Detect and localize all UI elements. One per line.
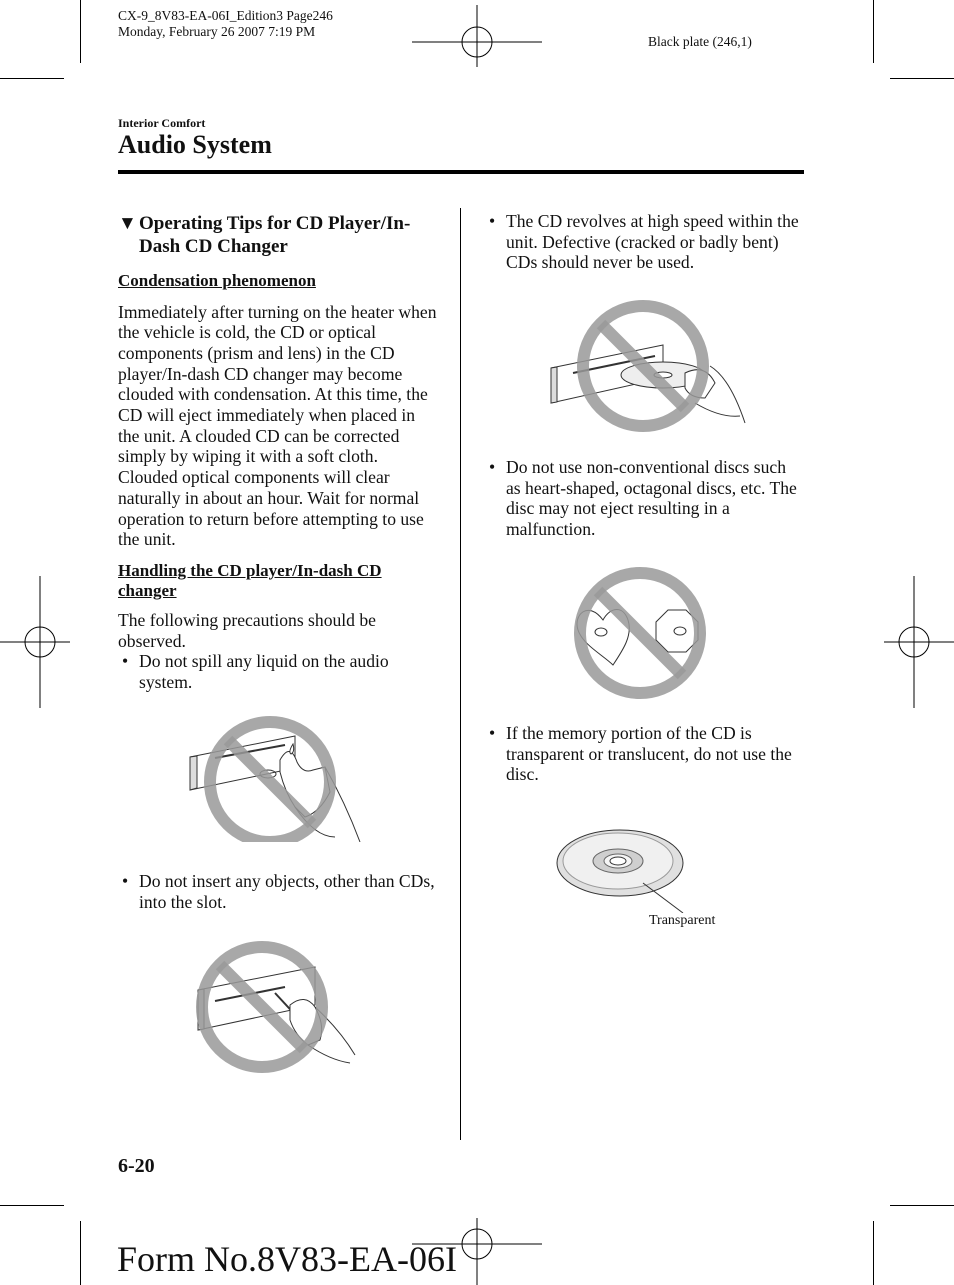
bullet-dot: • [122, 871, 129, 891]
plate-info: Black plate (246,1) [648, 34, 752, 49]
no-defective-cd-illustration [545, 298, 750, 436]
bullet-nonconventional-text: Do not use non-conventional discs such as heart-shaped, octagonal discs, etc. The disc may not eject resulting in a malfunction. [506, 457, 797, 540]
bullet-objects-text: Do not insert any objects, other than CDs, into the slot. [139, 871, 435, 912]
bullet-transparent-text: If the memory portion of the CD is transparent or translucent, do not use the disc. [506, 723, 792, 785]
bullet-dot: • [489, 457, 496, 477]
crop-mark [80, 1221, 81, 1285]
crop-mark [0, 1205, 64, 1206]
bullet-dot: • [489, 211, 496, 231]
transparent-label: Transparent [649, 913, 716, 928]
bullet-dot: • [122, 651, 129, 672]
registration-mark-right [884, 576, 954, 708]
triangle-down-icon: ▼ [118, 213, 137, 234]
subheading-handling: Handling the CD player/In-dash CD changer [118, 560, 382, 601]
section-heading-text: Operating Tips for CD Player/In-Dash CD Changer [139, 213, 411, 257]
bullet-objects [118, 871, 440, 912]
crop-mark [80, 0, 81, 63]
crop-mark [0, 78, 64, 79]
crop-mark [873, 1221, 874, 1285]
crop-mark [890, 78, 954, 79]
transparent-cd-illustration [555, 823, 695, 913]
bullet-liquid [118, 651, 440, 692]
column-divider [460, 208, 461, 1140]
no-objects-illustration [190, 935, 365, 1075]
section-label: Interior Comfort [118, 116, 206, 130]
left-column [118, 212, 440, 693]
registration-mark-left [0, 576, 70, 708]
form-number: Form No.8V83-EA-06I [117, 1239, 457, 1279]
bullet-nonconventional [485, 457, 803, 540]
bullet-transparent [485, 723, 803, 785]
page-number: 6-20 [118, 1155, 155, 1177]
registration-mark-top [412, 5, 542, 67]
print-info-line1: CX-9_8V83-EA-06I_Edition3 Page246 [118, 8, 333, 23]
right-column-bullet5 [485, 723, 803, 785]
print-info-line2: Monday, February 26 2007 7:19 PM [118, 24, 316, 39]
bullet-dot: • [489, 723, 496, 743]
print-info [118, 8, 333, 40]
bullet-defective-text: The CD revolves at high speed within the unit. Defective (cracked or badly bent) CDs should never be used. [506, 211, 799, 273]
no-odd-shaped-discs-illustration [568, 565, 716, 701]
right-column-bullet3 [485, 211, 803, 273]
section-heading [118, 212, 440, 258]
bullet-liquid-text: Do not spill any liquid on the audio system. [139, 651, 389, 693]
left-column-bullet2 [118, 871, 440, 912]
subheading-condensation: Condensation phenomenon [118, 271, 316, 290]
no-liquid-illustration [185, 712, 365, 842]
paragraph-condensation: Immediately after turning on the heater when the vehicle is cold, the CD or optical components (prism and lens) in the CD player/In-dash CD changer may become clouded with condensation. At this time, the CD will eject immediately when placed in the unit. A clouded CD can be corrected simply by wiping it with a soft cloth. Clouded optical components will clear naturally in about an hour. Wait for normal operation to return before attempting to use the unit. [118, 301, 437, 550]
bullet-defective [485, 211, 803, 273]
crop-mark [873, 0, 874, 63]
crop-mark [890, 1205, 954, 1206]
paragraph-precautions: The following precautions should be observed. [118, 609, 376, 651]
header-rule [118, 170, 804, 174]
right-column-bullet4 [485, 457, 803, 540]
page-title: Audio System [118, 130, 272, 159]
